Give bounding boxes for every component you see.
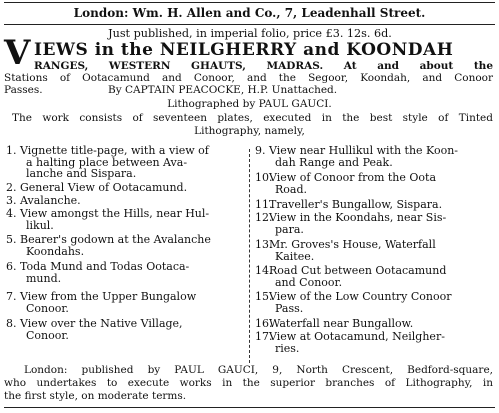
subtitle-line-1: RANGES, WESTERN GHAUTS, MADRAS. At and about the — [34, 60, 493, 72]
publisher-line: London: Wm. H. Allen and Co., 7, Leadenhall Street. — [73, 6, 426, 20]
plate-item: 1. Vignette title-page, with a view of a halting place between Ava- lanche and Sispara. — [6, 144, 209, 180]
plate-item: 5. Bearer's godown at the Avalanche Koondahs. — [6, 233, 211, 258]
subtitle-line-2: Stations of Ootacamund and Conoor, and the Segoor, Koondah, and Conoor — [4, 72, 493, 84]
plate-item: 6. Toda Mund and Todas Ootaca- mund. — [6, 260, 190, 285]
plate-item: 3. Avalanche. — [6, 194, 81, 207]
plate-item: 14.Road Cut between Ootacamund and Conoor. — [255, 264, 447, 289]
just-published-line: Just published, in imperial folio, price £3. 12s. 6d. — [108, 27, 392, 40]
column-separator — [249, 149, 250, 363]
plate-item: 4. View amongst the Hills, near Hul- likul. — [6, 207, 210, 232]
plate-item: 15.View of the Low Country Conoor Pass. — [255, 290, 452, 315]
plate-item: 8. View over the Native Village, Conoor. — [6, 317, 183, 342]
plate-item: 12.View in the Koondahs, near Sis- para. — [255, 211, 447, 236]
header-rule — [4, 24, 495, 25]
author-line: By CAPTAIN PEACOCKE, H.P. Unattached. — [108, 84, 338, 96]
description-line-1: The work consists of seventeen plates, executed in the best style of Tinted — [12, 112, 493, 124]
plate-item: 9. View near Hullikul with the Koon- dah Range and Peak. — [255, 144, 459, 169]
plate-item: 11.Traveller's Bungallow, Sispara. — [255, 198, 443, 211]
footer-line-1: London: published by PAUL GAUCI, 9, North Crescent, Bedford-square, — [24, 364, 493, 376]
title-initial: V — [4, 33, 30, 73]
plate-item: 10.View of Conoor from the Oota Road. — [255, 171, 437, 196]
subtitle-line-3-left: Passes. — [4, 84, 43, 96]
plate-item: 13.Mr. Groves's House, Waterfall Kaitee. — [255, 238, 436, 263]
plate-item: 17.View at Ootacamund, Neilgher- ries. — [255, 330, 445, 355]
plate-item: 7. View from the Upper Bungalow Conoor. — [6, 290, 197, 315]
bottom-rule — [4, 407, 495, 408]
plate-item: 16.Waterfall near Bungallow. — [255, 317, 414, 330]
footer-line-2: who undertakes to execute works in the superior branches of Lithography, in — [4, 377, 493, 389]
description-line-2: Lithography, namely, — [194, 125, 305, 137]
title-main: IEWS in the NEILGHERRY and KOONDAH — [34, 40, 454, 60]
lithographer-line: Lithographed by PAUL GAUCI. — [167, 98, 332, 110]
plate-item: 2. General View of Ootacamund. — [6, 181, 188, 194]
footer-line-3: the first style, on moderate terms. — [4, 390, 187, 402]
top-rule — [4, 2, 495, 3]
